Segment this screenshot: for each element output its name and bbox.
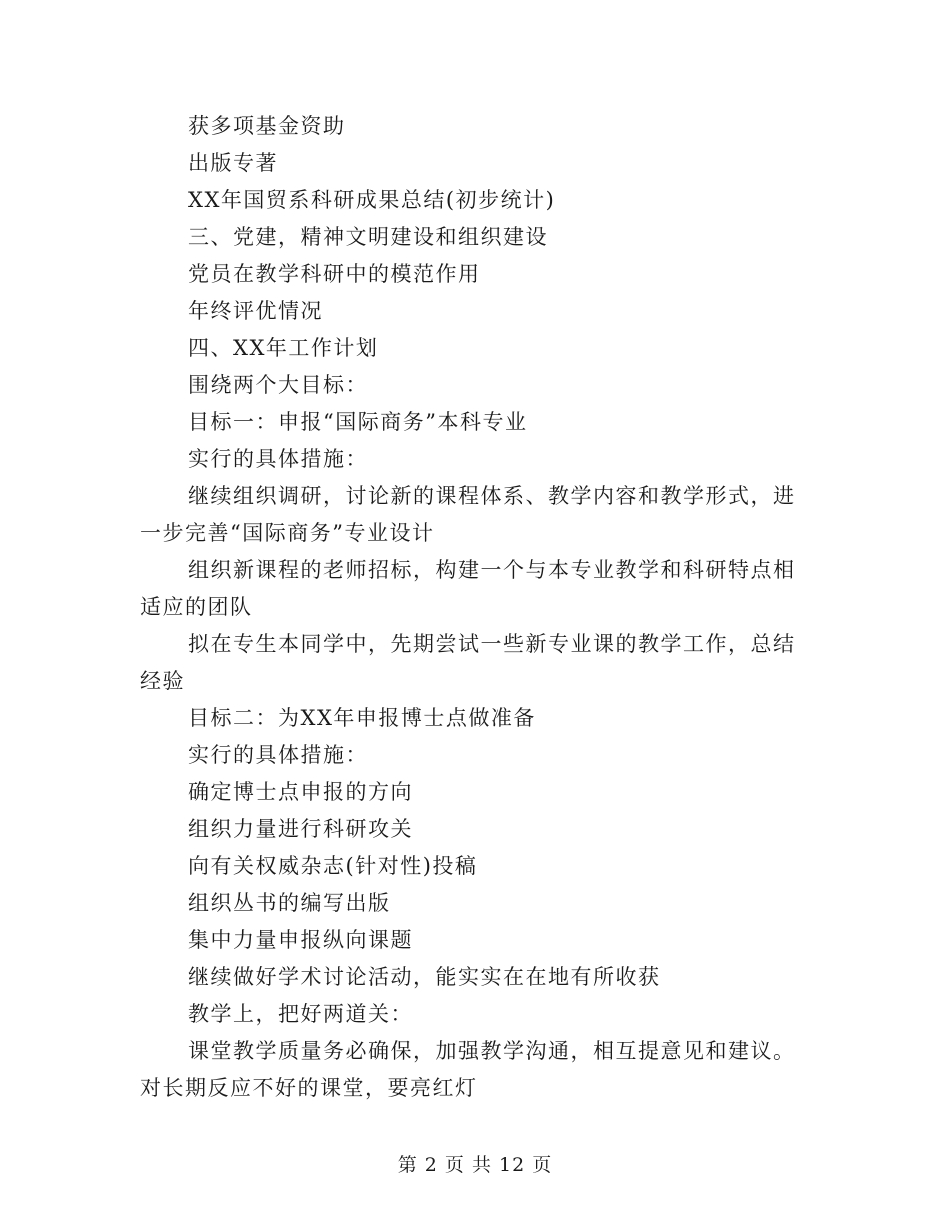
paragraph: 目标二：为XX年申报博士点做准备 bbox=[188, 706, 536, 730]
paragraph: 组织新课程的老师招标，构建一个与本专业教学和科研特点相适应的团队 bbox=[140, 558, 796, 619]
paragraph: 出版专著 bbox=[188, 151, 278, 175]
paragraph: 获多项基金资助 bbox=[188, 114, 346, 138]
section-heading: 四、XX年工作计划 bbox=[188, 336, 379, 360]
paragraph: 课堂教学质量务必确保，加强教学沟通，相互提意见和建议。对长期反应不好的课堂，要亮红灯 bbox=[140, 1039, 796, 1100]
page-number-footer: 第 2 页 共 12 页 bbox=[397, 1154, 553, 1176]
paragraph: 集中力量申报纵向课题 bbox=[188, 928, 413, 952]
paragraph: 实行的具体措施： bbox=[188, 743, 368, 767]
paragraph: 党员在教学科研中的模范作用 bbox=[188, 262, 481, 286]
section-heading: 三、党建，精神文明建设和组织建设 bbox=[188, 225, 548, 249]
paragraph: 年终评优情况 bbox=[188, 299, 323, 323]
paragraph: 实行的具体措施： bbox=[188, 447, 368, 471]
paragraph: 目标一：申报“国际商务”本科专业 bbox=[188, 410, 528, 434]
paragraph: 继续组织调研，讨论新的课程体系、教学内容和教学形式，进一步完善“国际商务”专业设计 bbox=[140, 484, 796, 545]
paragraph: XX年国贸系科研成果总结(初步统计) bbox=[188, 188, 556, 212]
paragraph: 拟在专生本同学中，先期尝试一些新专业课的教学工作，总结经验 bbox=[140, 632, 796, 693]
paragraph: 继续做好学术讨论活动，能实实在在地有所收获 bbox=[188, 965, 661, 989]
paragraph: 组织丛书的编写出版 bbox=[188, 891, 391, 915]
paragraph: 教学上，把好两道关： bbox=[188, 1002, 413, 1026]
paragraph: 确定博士点申报的方向 bbox=[188, 780, 413, 804]
paragraph: 围绕两个大目标： bbox=[188, 373, 368, 397]
document-body bbox=[140, 108, 798, 1107]
paragraph: 向有关权威杂志(针对性)投稿 bbox=[188, 854, 478, 878]
paragraph: 组织力量进行科研攻关 bbox=[188, 817, 413, 841]
